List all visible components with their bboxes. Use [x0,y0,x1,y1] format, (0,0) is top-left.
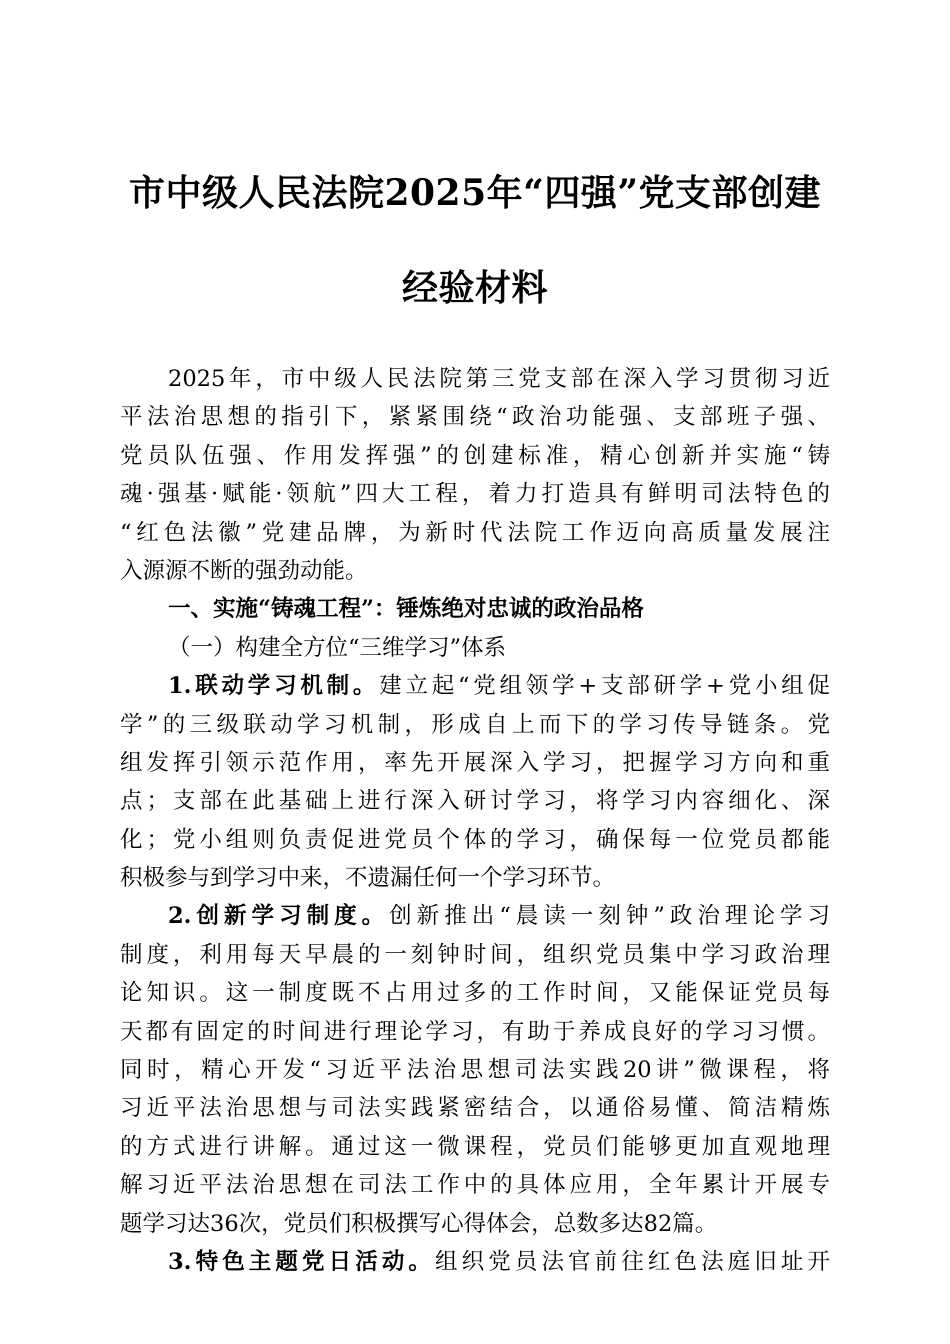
item-1-first-text: 建立起“党组领学+支部研学+党小组促 [379,673,830,700]
item-3-first-line [120,1243,830,1281]
item-3-first-text: 组织党员法官前往红色法庭旧址开 [435,1248,830,1275]
item-1-line: 组发挥引领示范作用，率先开展深入学习，把握学习方向和重 [120,749,830,776]
item-1-line: 点；支部在此基础上进行深入研讨学习，将学习内容细化、深 [120,788,830,815]
item-1-line: 化；党小组则负责促进党员个体的学习，确保每一位党员都能 [120,826,830,853]
item-1-line: 学”的三级联动学习机制，形成自上而下的学习传导链条。党 [120,711,830,738]
item-2-line: 解习近平法治思想在司法工作中的具体应用，全年累计开展专 [120,1172,830,1199]
item-2-line: 制度，利用每天早晨的一刻钟时间，组织党员集中学习政治理 [120,941,830,968]
intro-line: 2025年，市中级人民法院第三党支部在深入学习贯彻习近 [168,366,830,392]
section-heading: 一、实施“铸魂工程”：锤炼绝对忠诚的政治品格 [168,596,644,623]
item-2-line: 论知识。这一制度既不占用过多的工作时间，又能保证党员每 [120,980,830,1007]
item-2-first-line [120,897,830,935]
intro-line: 平法治思想的指引下，紧紧围绕“政治功能强、支部班子强、 [120,404,830,431]
item-2-lead: 2.创新学习制度。 [168,903,390,930]
document-body [120,360,830,1281]
item-1-lead: 1.联动学习机制。 [168,673,380,700]
item-2-line: 题学习达36次，党员们积极撰写心得体会，总数多达82篇。 [120,1210,718,1237]
document-title-line-1: 市中级人民法院2025年“四强”党支部创建 [128,172,822,214]
intro-line: “红色法徽”党建品牌，为新时代法院工作迈向高质量发展注 [120,519,830,546]
item-1-line: 积极参与到学习中来，不遗漏任何一个学习环节。 [120,865,616,892]
item-2-line: 同时，精心开发“习近平法治思想司法实践20讲”微课程，将 [120,1057,830,1084]
item-2-line: 的方式进行讲解。通过这一微课程，党员们能够更加直观地理 [120,1133,830,1160]
intro-line: 入源源不断的强劲动能。 [120,557,368,584]
item-2-first-text: 创新推出“晨读一刻钟”政治理论学习 [389,903,830,930]
item-3-lead: 3.特色主题党日活动。 [168,1248,436,1275]
intro-line: 魂·强基·赋能·领航”四大工程，着力打造具有鲜明司法特色的 [120,481,830,508]
item-2-line: 习近平法治思想与司法实践紧密结合，以通俗易懂、简洁精炼 [120,1095,830,1122]
item-1-first-line [120,667,830,705]
subsection-heading: （一）构建全方位“三维学习”体系 [168,634,507,661]
intro-line: 党员队伍强、作用发挥强”的创建标准，精心创新并实施“铸 [120,442,830,469]
document-title-line-2: 经验材料 [401,267,548,309]
item-2-line: 天都有固定的时间进行理论学习，有助于养成良好的学习习惯。 [120,1018,830,1045]
